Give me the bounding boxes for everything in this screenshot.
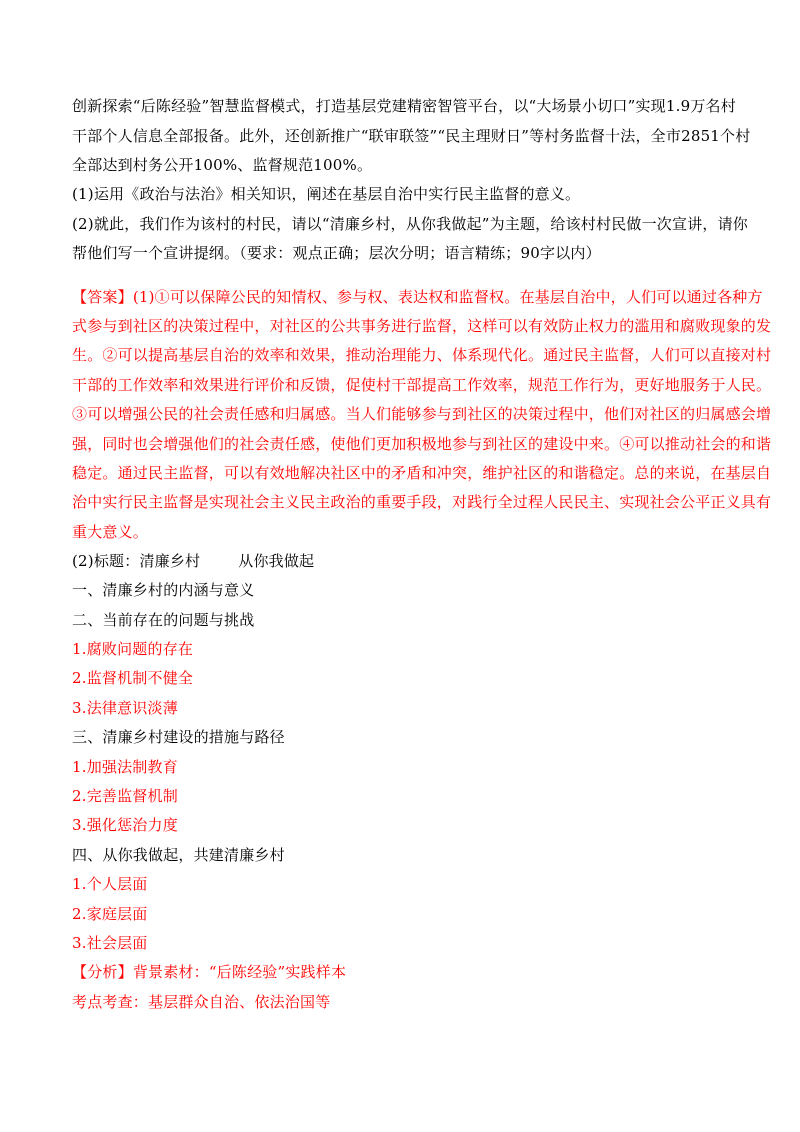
outline-item: 3.法律意识淡薄 xyxy=(72,699,178,717)
answer-line-2: 式参与到社区的决策过程中，对社区的公共事务进行监督，这样可以有效防止权力的滥用和腐败现象的发 xyxy=(72,317,772,335)
answer-line-3: 生。②可以提高基层自治的效率和效果，推动治理能力、体系现代化。通过民主监督，人们可以直接对村 xyxy=(72,346,772,364)
outline-item: 1.加强法制教育 xyxy=(72,758,178,776)
answer-line-1 xyxy=(72,287,763,307)
outline-item: 2.家庭层面 xyxy=(72,905,148,923)
intro-line-3: 全部达到村务公开100%、监督规范100%。 xyxy=(72,156,373,174)
outline-item: 2.监督机制不健全 xyxy=(72,669,194,687)
analysis-label: 【分析】 xyxy=(72,963,133,981)
answer-text: (1)①可以保障公民的知情权、参与权、表达权和监督权。在基层自治中，人们可以通过各种方 xyxy=(132,288,763,306)
question-1: (1)运用《政治与法治》相关知识，阐述在基层自治中实行民主监督的意义。 xyxy=(72,185,581,203)
outline-title xyxy=(72,551,314,571)
intro-line-2: 干部个人信息全部报备。此外，还创新推广“联审联签”“民主理财日”等村务监督十法，全市2851个村 xyxy=(72,127,751,145)
answer-line-9: 重大意义。 xyxy=(72,523,149,541)
outline-item: 2.完善监督机制 xyxy=(72,787,178,805)
outline-item: 1.个人层面 xyxy=(72,875,148,893)
outline-heading-3: 三、清廉乡村建设的措施与路径 xyxy=(72,728,285,746)
outline-item: 1.腐败问题的存在 xyxy=(72,640,194,658)
answer-line-4: 干部的工作效率和效果进行评价和反馈，促使村干部提高工作效率，规范工作行为，更好地服务于人民。 xyxy=(72,376,772,394)
outline-heading-4: 四、从你我做起，共建清廉乡村 xyxy=(72,846,285,864)
answer-line-5: ③可以增强公民的社会责任感和归属感。当人们能够参与到社区的决策过程中，他们对社区的归属感会增 xyxy=(72,405,772,423)
answer-line-8: 治中实行民主监督是实现社会主义民主政治的重要手段，对践行全过程人民民主、实现社会公平正义具有 xyxy=(72,493,772,511)
answer-line-7: 稳定。通过民主监督，可以有效地解决社区中的矛盾和冲突，维护社区的和谐稳定。总的来说，在基层自 xyxy=(72,464,772,482)
outline-title-part-2: 从你我做起 xyxy=(238,552,315,570)
intro-line-1: 创新探索“后陈经验”智慧监督模式，打造基层党建精密智管平台，以“大场景小切口”实现1.9万名村 xyxy=(72,97,736,115)
answer-line-6: 强，同时也会增强他们的社会责任感，使他们更加积极地参与到社区的建设中来。④可以推动社会的和谐 xyxy=(72,435,772,453)
question-2-line-1: (2)就此，我们作为该村的村民，请以“清廉乡村，从你我做起”为主题，给该村村民做一次宣讲，请你 xyxy=(72,215,748,233)
outline-heading-1: 一、清廉乡村的内涵与意义 xyxy=(72,581,255,599)
outline-item: 3.社会层面 xyxy=(72,934,148,952)
outline-heading-2: 二、当前存在的问题与挑战 xyxy=(72,611,255,629)
answer-label: 【答案】 xyxy=(72,288,133,306)
question-2-line-2: 帮他们写一个宣讲提纲。（要求：观点正确；层次分明；语言精练；90字以内） xyxy=(72,244,601,262)
keypoints-line: 考点考查：基层群众自治、依法治国等 xyxy=(72,993,331,1011)
outline-title-part-1: (2)标题：清廉乡村 xyxy=(72,552,201,570)
analysis-line xyxy=(72,962,346,982)
outline-item: 3.强化惩治力度 xyxy=(72,816,178,834)
analysis-text: 背景素材：“后陈经验”实践样本 xyxy=(132,963,347,981)
